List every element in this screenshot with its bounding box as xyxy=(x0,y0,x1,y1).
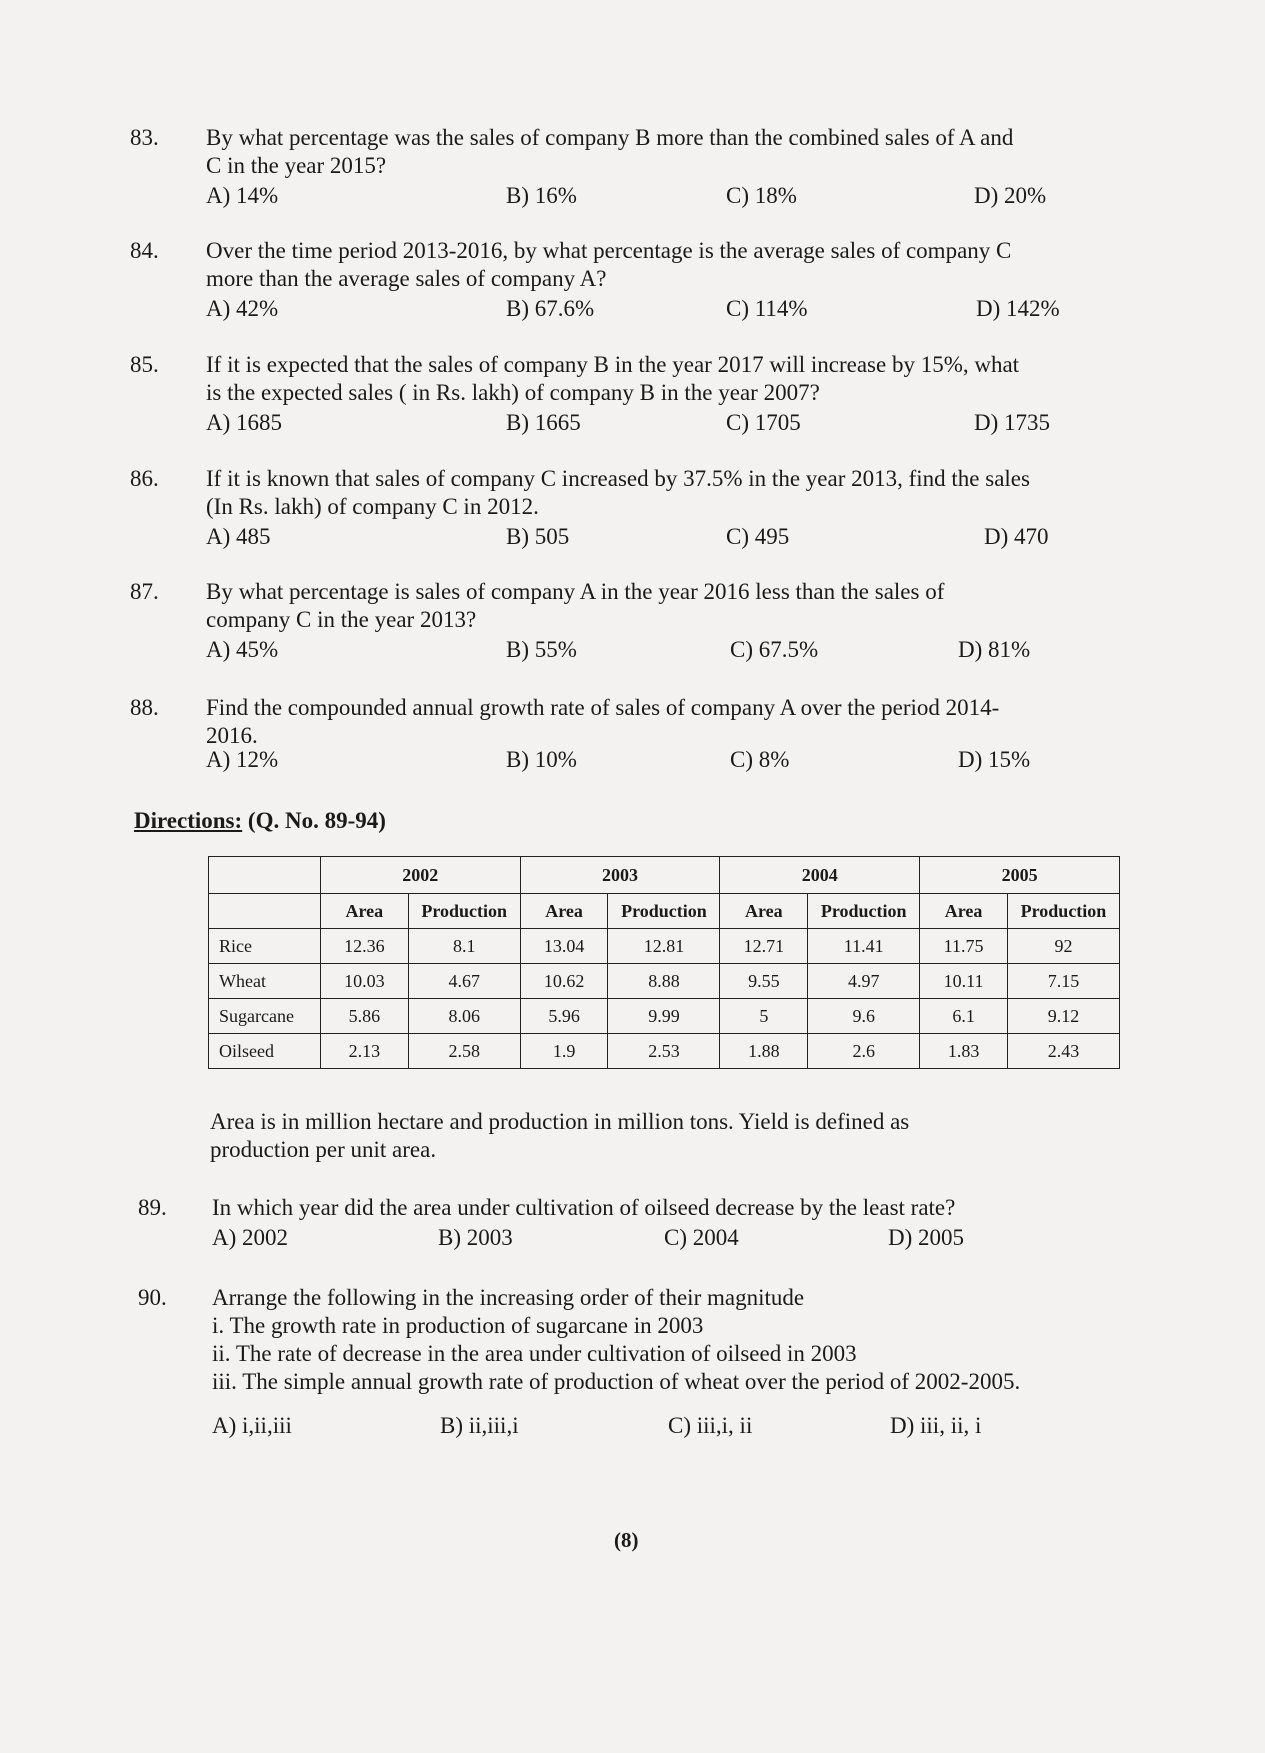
directions-range: (Q. No. 89-94) xyxy=(247,808,386,833)
option-a: A) 12% xyxy=(206,747,279,772)
table-cell: 4.97 xyxy=(808,964,920,999)
question-text xyxy=(206,124,1238,180)
row-label: Wheat xyxy=(209,964,321,999)
table-cell: 12.36 xyxy=(320,929,408,964)
column-header: Area xyxy=(920,894,1008,929)
option-d: D) 142% xyxy=(976,296,1060,321)
question-line: iii. The simple annual growth rate of production of wheat over the period of 2002-2005. xyxy=(212,1369,1021,1394)
options xyxy=(206,746,1238,774)
year-2005: 2005 xyxy=(920,857,1120,894)
options xyxy=(206,295,1238,323)
year-2002: 2002 xyxy=(320,857,520,894)
question-line: company C in the year 2013? xyxy=(206,607,477,632)
table-cell: 2.13 xyxy=(320,1034,408,1069)
table-row xyxy=(209,964,1120,999)
column-header: Area xyxy=(720,894,808,929)
year-2003: 2003 xyxy=(520,857,720,894)
table-cell: 8.1 xyxy=(408,929,520,964)
option-b: B) 505 xyxy=(506,524,570,549)
option-a: A) 1685 xyxy=(206,410,283,435)
column-header: Production xyxy=(408,894,520,929)
table-cell: 4.67 xyxy=(408,964,520,999)
column-header: Area xyxy=(520,894,608,929)
question-number: 84. xyxy=(130,238,159,263)
table-cell: 1.9 xyxy=(520,1034,608,1069)
option-d: D) 81% xyxy=(958,637,1031,662)
options xyxy=(212,1412,1244,1440)
table-cell: 6.1 xyxy=(920,999,1008,1034)
table-cell: 8.88 xyxy=(608,964,720,999)
question-line: 2016. xyxy=(206,723,258,748)
option-c: C) 495 xyxy=(726,524,790,549)
question-number: 88. xyxy=(130,695,159,720)
empty-cell xyxy=(209,857,321,894)
table-cell: 7.15 xyxy=(1007,964,1119,999)
option-a: A) i,ii,iii xyxy=(212,1413,292,1438)
table-row xyxy=(209,1034,1120,1069)
question-line: If it is known that sales of company C increased by 37.5% in the year 2013, find the sales xyxy=(206,466,1030,491)
table-cell: 12.81 xyxy=(608,929,720,964)
options xyxy=(206,409,1238,437)
question-text xyxy=(206,694,1238,750)
table-cell: 11.41 xyxy=(808,929,920,964)
table-cell: 13.04 xyxy=(520,929,608,964)
note-line: production per unit area. xyxy=(210,1137,437,1162)
question-line: C in the year 2015? xyxy=(206,153,387,178)
question-text xyxy=(206,237,1238,293)
column-header: Production xyxy=(808,894,920,929)
option-b: B) 1665 xyxy=(506,410,581,435)
table-cell: 10.03 xyxy=(320,964,408,999)
table-row xyxy=(209,999,1120,1034)
question-line: By what percentage was the sales of company B more than the combined sales of A and xyxy=(206,125,1014,150)
table-row xyxy=(209,929,1120,964)
table-cell: 5 xyxy=(720,999,808,1034)
table-cell: 5.86 xyxy=(320,999,408,1034)
table-cell: 2.53 xyxy=(608,1034,720,1069)
directions-heading xyxy=(134,808,386,834)
option-b: B) 16% xyxy=(506,183,577,208)
question-line: Over the time period 2013-2016, by what percentage is the average sales of company C xyxy=(206,238,1012,263)
question-number: 83. xyxy=(130,125,159,150)
table-cell: 1.83 xyxy=(920,1034,1008,1069)
row-label: Rice xyxy=(209,929,321,964)
page-number: (8) xyxy=(614,1528,639,1552)
option-c: C) 8% xyxy=(730,747,790,772)
row-label: Oilseed xyxy=(209,1034,321,1069)
option-a: A) 14% xyxy=(206,183,279,208)
table-cell: 9.12 xyxy=(1007,999,1119,1034)
table-note xyxy=(210,1108,1110,1164)
row-label: Sugarcane xyxy=(209,999,321,1034)
options xyxy=(206,182,1238,210)
year-header-row xyxy=(209,857,1120,894)
option-b: B) ii,iii,i xyxy=(440,1413,519,1438)
option-b: B) 10% xyxy=(506,747,577,772)
question-number: 87. xyxy=(130,579,159,604)
question-text xyxy=(212,1194,1244,1222)
options xyxy=(212,1224,1244,1252)
column-header-row xyxy=(209,894,1120,929)
options xyxy=(206,523,1238,551)
table-cell: 2.58 xyxy=(408,1034,520,1069)
option-c: C) 2004 xyxy=(664,1225,739,1250)
question-line: is the expected sales ( in Rs. lakh) of company B in the year 2007? xyxy=(206,380,820,405)
question-number: 85. xyxy=(130,352,159,377)
table-cell: 9.6 xyxy=(808,999,920,1034)
option-d: D) 1735 xyxy=(974,410,1051,435)
option-c: C) 114% xyxy=(726,296,808,321)
option-d: D) 2005 xyxy=(888,1225,965,1250)
option-a: A) 485 xyxy=(206,524,271,549)
table-cell: 9.99 xyxy=(608,999,720,1034)
table-cell: 2.6 xyxy=(808,1034,920,1069)
directions-label: Directions: xyxy=(134,808,243,833)
option-c: C) iii,i, ii xyxy=(668,1413,753,1438)
table-cell: 1.88 xyxy=(720,1034,808,1069)
question-line: If it is expected that the sales of company B in the year 2017 will increase by 15%, what xyxy=(206,352,1020,377)
table-cell: 92 xyxy=(1007,929,1119,964)
option-b: B) 2003 xyxy=(438,1225,513,1250)
crop-data-table xyxy=(208,856,1120,1069)
option-c: C) 18% xyxy=(726,183,797,208)
column-header: Production xyxy=(1007,894,1119,929)
option-a: A) 42% xyxy=(206,296,279,321)
note-line: Area is in million hectare and production in million tons. Yield is defined as xyxy=(210,1109,910,1134)
column-header: Area xyxy=(320,894,408,929)
option-a: A) 45% xyxy=(206,637,279,662)
table-cell: 5.96 xyxy=(520,999,608,1034)
question-line: In which year did the area under cultivation of oilseed decrease by the least rate? xyxy=(212,1195,956,1220)
question-line: more than the average sales of company A? xyxy=(206,266,607,291)
question-line: ii. The rate of decrease in the area under cultivation of oilseed in 2003 xyxy=(212,1341,857,1366)
question-line: Arrange the following in the increasing order of their magnitude xyxy=(212,1285,805,1310)
table-cell: 10.11 xyxy=(920,964,1008,999)
option-b: B) 67.6% xyxy=(506,296,595,321)
option-a: A) 2002 xyxy=(212,1225,289,1250)
option-c: C) 1705 xyxy=(726,410,801,435)
options xyxy=(206,636,1238,664)
column-header: Production xyxy=(608,894,720,929)
question-text xyxy=(212,1284,1244,1396)
table-cell: 2.43 xyxy=(1007,1034,1119,1069)
year-2004: 2004 xyxy=(720,857,920,894)
table-cell: 11.75 xyxy=(920,929,1008,964)
question-line: Find the compounded annual growth rate of sales of company A over the period 2014- xyxy=(206,695,1000,720)
option-b: B) 55% xyxy=(506,637,577,662)
table-cell: 8.06 xyxy=(408,999,520,1034)
question-line: (In Rs. lakh) of company C in 2012. xyxy=(206,494,539,519)
question-text xyxy=(206,578,1238,634)
question-number: 90. xyxy=(138,1285,167,1310)
question-line: By what percentage is sales of company A in the year 2016 less than the sales of xyxy=(206,579,945,604)
option-d: D) 470 xyxy=(984,524,1049,549)
option-c: C) 67.5% xyxy=(730,637,819,662)
table-cell: 12.71 xyxy=(720,929,808,964)
empty-cell xyxy=(209,894,321,929)
question-text xyxy=(206,351,1238,407)
table-cell: 10.62 xyxy=(520,964,608,999)
option-d: D) iii, ii, i xyxy=(890,1413,982,1438)
question-number: 86. xyxy=(130,466,159,491)
question-text xyxy=(206,465,1238,521)
question-number: 89. xyxy=(138,1195,167,1220)
question-line: i. The growth rate in production of sugarcane in 2003 xyxy=(212,1313,704,1338)
option-d: D) 15% xyxy=(958,747,1031,772)
option-d: D) 20% xyxy=(974,183,1047,208)
table-cell: 9.55 xyxy=(720,964,808,999)
